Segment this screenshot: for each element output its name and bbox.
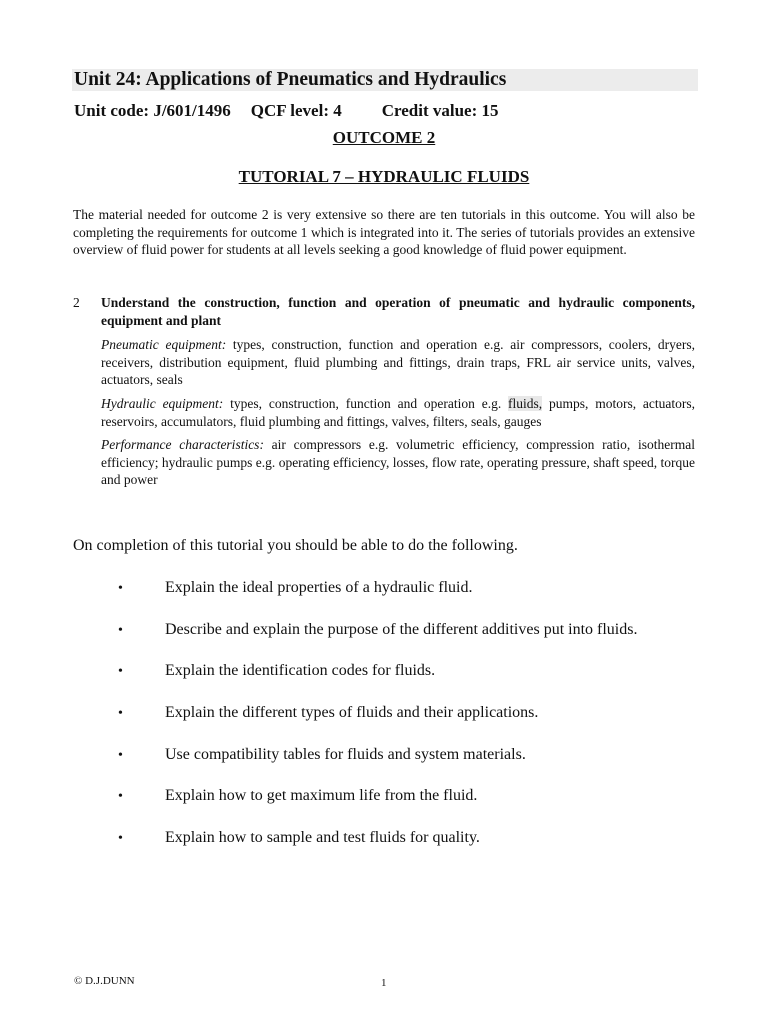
list-item (118, 578, 472, 599)
pneumatic-text: types, construction, function and operation e.g. air compressors, coolers, dryers, receivers, distribution equipment, fluid plumbing and fittings, drain traps, FRL air service units, valves, actuators, seals (101, 337, 695, 388)
bullet-icon: • (118, 623, 123, 638)
list-item-text: Explain the ideal properties of a hydraulic fluid. (165, 579, 473, 596)
list-item (118, 661, 435, 682)
list-item-text: Explain how to sample and test fluids for quality. (165, 829, 480, 846)
unit-code: Unit code: J/601/1496 (74, 101, 231, 120)
hydraulic-paragraph (101, 395, 695, 430)
objectives-lead: On completion of this tutorial you should be able to do the following. (73, 537, 518, 554)
performance-text: air compressors e.g. volumetric efficiency, compression ratio, isothermal efficiency; hydraulic pumps e.g. operating efficiency, losses, flow rate, operating pressure, shaft speed, torque and power (101, 437, 695, 488)
bullet-icon: • (118, 831, 123, 846)
hydraulic-text-a: types, construction, function and operation e.g. (223, 395, 509, 411)
bullet-icon: • (118, 664, 123, 679)
list-item-text: Explain the different types of fluids and their applications. (165, 704, 539, 721)
unit-title: Unit 24: Applications of Pneumatics and Hydraulics (72, 69, 698, 91)
performance-paragraph (101, 436, 695, 489)
credit-value: Credit value: 15 (381, 101, 499, 120)
performance-label: Performance characteristics: (101, 437, 264, 453)
list-item (118, 620, 637, 641)
qcf-level: QCF level: 4 (250, 101, 342, 120)
list-item (118, 786, 477, 807)
pneumatic-paragraph (101, 336, 695, 389)
list-item (118, 828, 480, 849)
outcome-heading: OUTCOME 2 (332, 128, 436, 147)
tutorial-heading: TUTORIAL 7 – HYDRAULIC FLUIDS (238, 167, 530, 186)
list-item (118, 745, 526, 766)
list-item-text: Describe and explain the purpose of the different additives put into fluids. (165, 621, 638, 638)
bullet-icon: • (118, 706, 123, 721)
unit-meta-line (74, 101, 499, 121)
footer-copyright: © D.J.DUNN (74, 975, 135, 987)
list-item (118, 703, 538, 724)
bullet-icon: • (118, 748, 123, 763)
page-number: 1 (381, 977, 387, 989)
hydraulic-label: Hydraulic equipment: (101, 395, 224, 411)
intro-paragraph: The material needed for outcome 2 is very extensive so there are ten tutorials in this outcome. You will also be completing the requirements for outcome 1 which is integrated into it. The series of tutorials provides an extensive overview of fluid power for students at all levels seeking a good knowledge of fluid power equipment. (73, 207, 695, 258)
hydraulic-text-b: pumps, motors, actuators, reservoirs, accumulators, fluid plumbing and fittings, valves, filters, seals, gauges (101, 395, 696, 429)
list-item-text: Explain the identification codes for fluids. (165, 662, 436, 679)
list-item-text: Use compatibility tables for fluids and system materials. (165, 746, 526, 763)
outcome-heading-text: Understand the construction, function and operation of pneumatic and hydraulic components, equipment and plant (101, 295, 695, 328)
highlighted-fluids: fluids, (508, 395, 543, 411)
bullet-icon: • (118, 789, 123, 804)
bullet-icon: • (118, 581, 123, 596)
outcome-section (73, 294, 695, 495)
pneumatic-label: Pneumatic equipment: (101, 337, 227, 353)
outcome-number: 2 (73, 295, 80, 310)
list-item-text: Explain how to get maximum life from the fluid. (165, 787, 478, 804)
